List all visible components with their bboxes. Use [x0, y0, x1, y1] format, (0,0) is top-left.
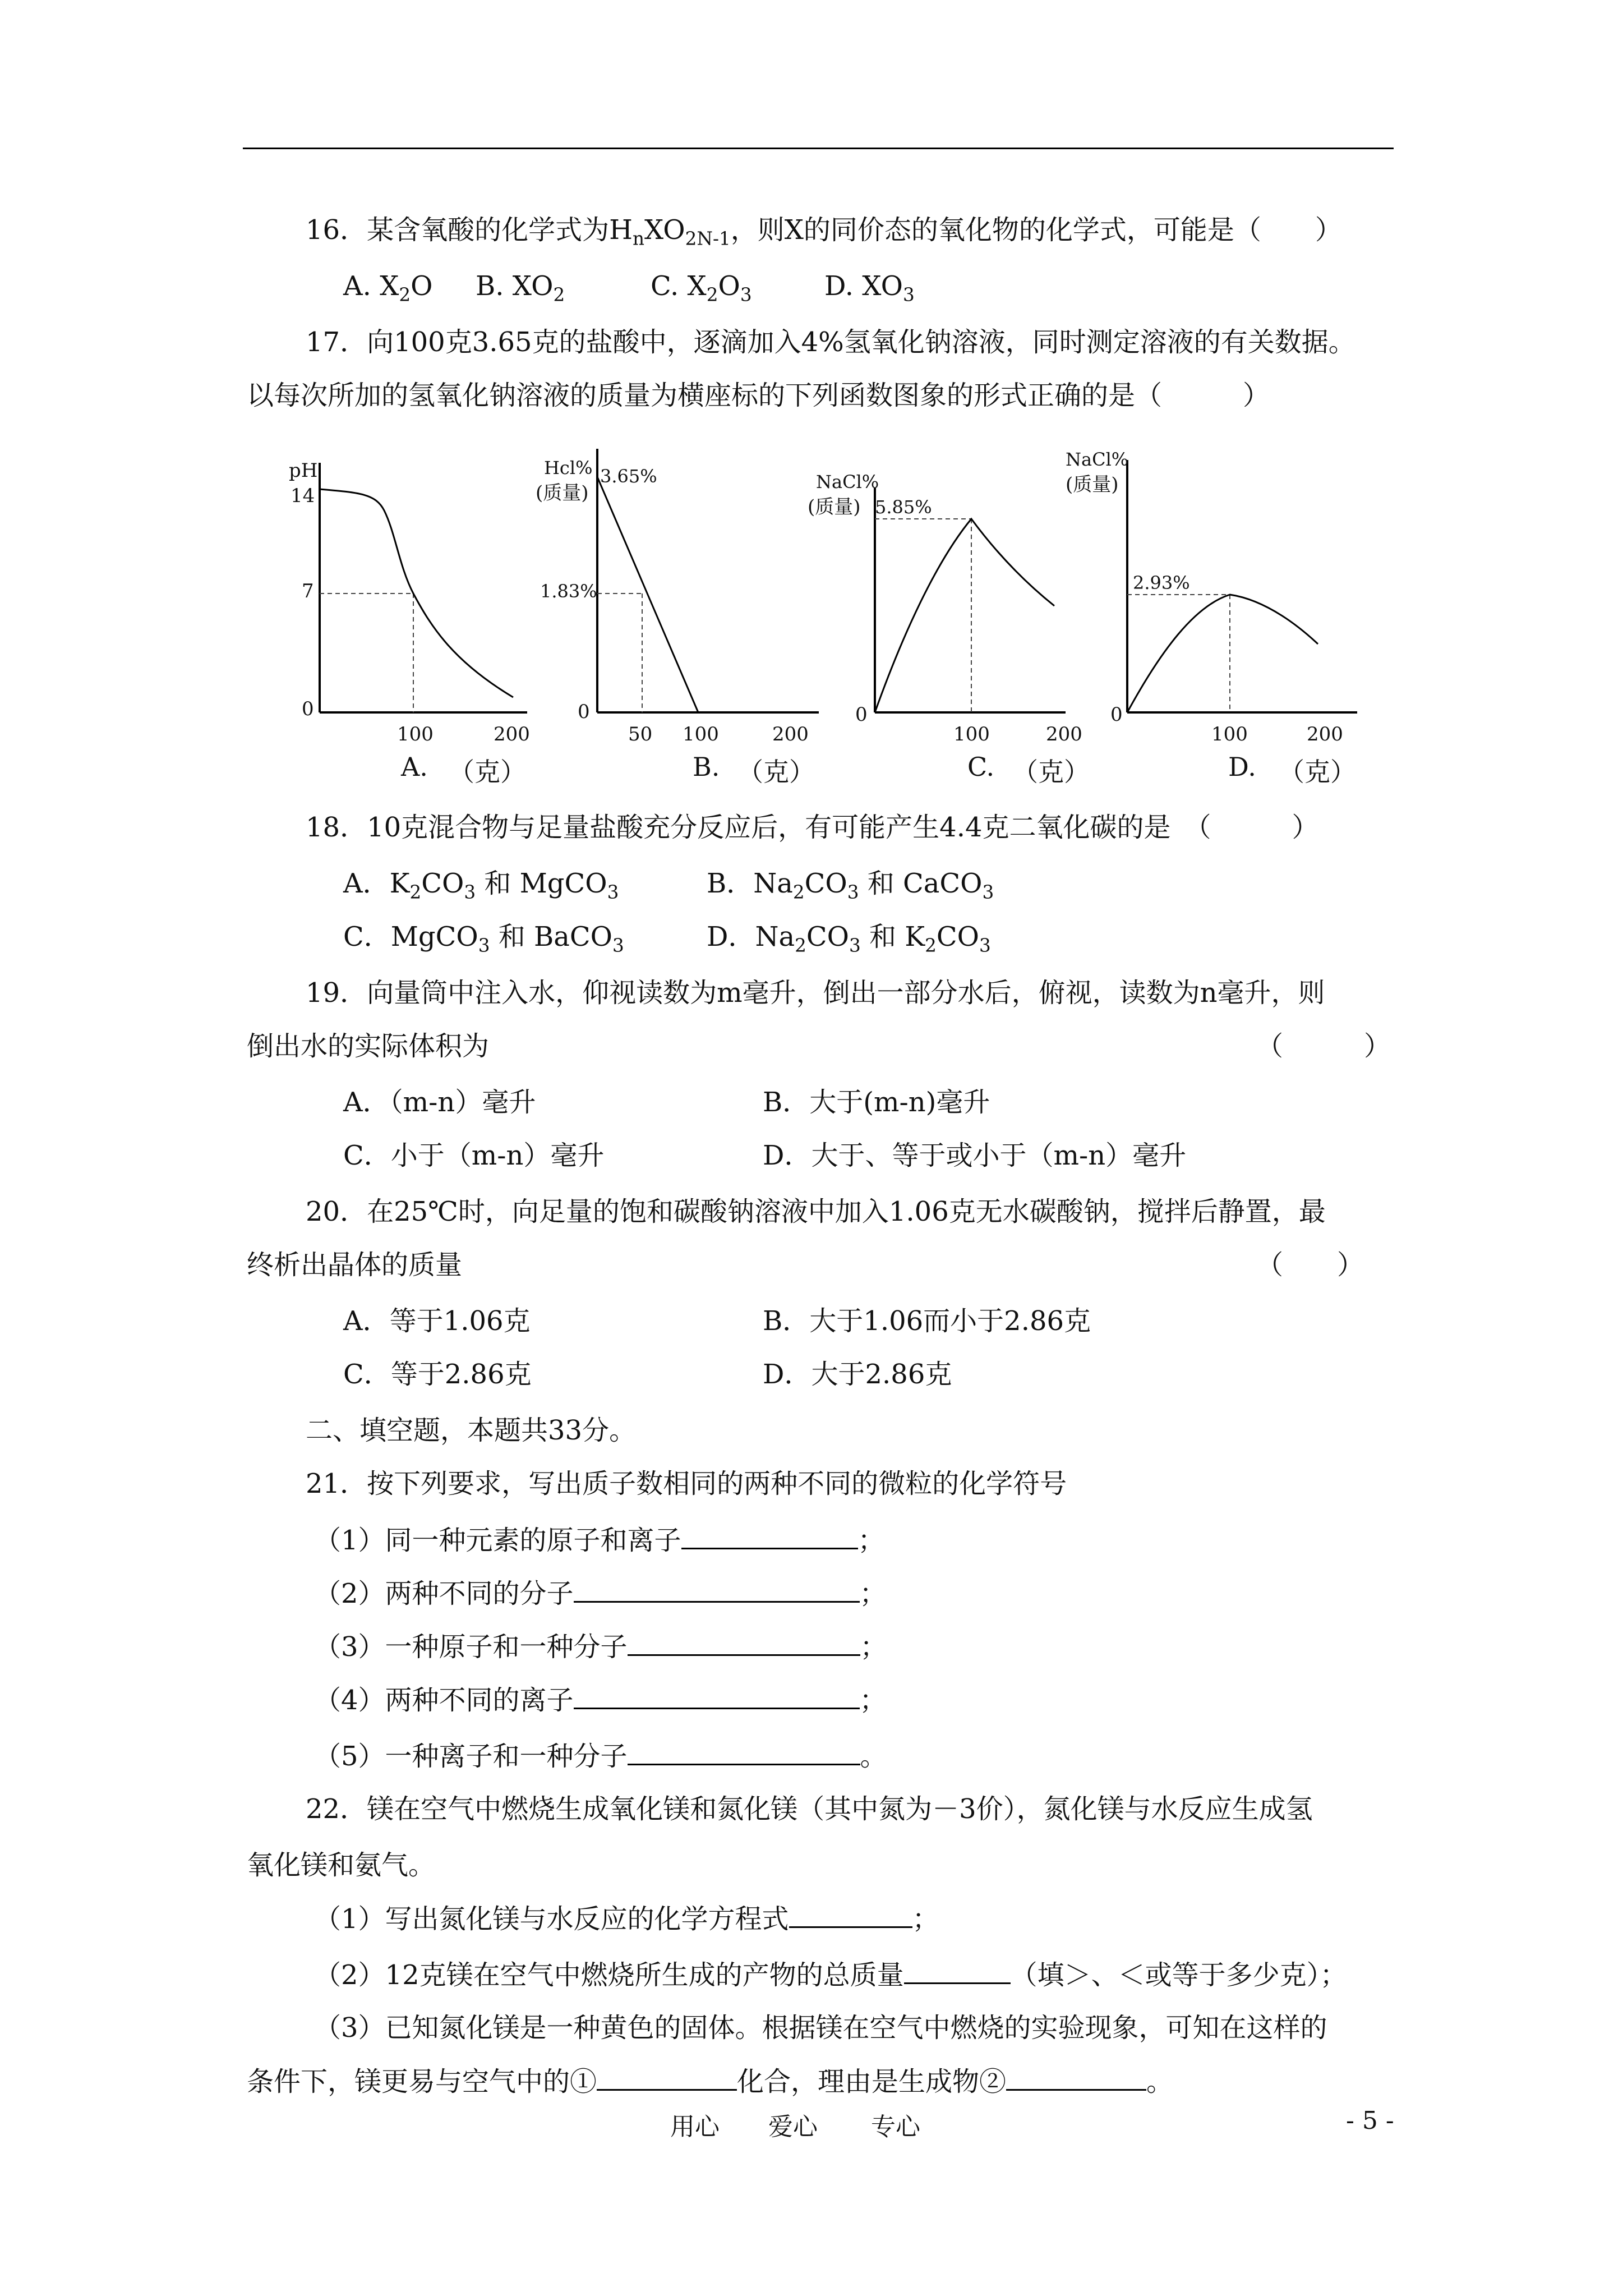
- x-tick-50: 50: [628, 723, 653, 746]
- q22-sub-3-line1: （3）已知氮化镁是一种黄色的固体。根据镁在空气中燃烧的实验现象，可知在这样的: [314, 2012, 1327, 2044]
- question-21-stem: 21．按下列要求，写出质子数相同的两种不同的微粒的化学符号: [306, 1468, 1067, 1499]
- origin-label: 0: [578, 701, 590, 723]
- q16-option-c: C. $X_2O_3$: [651, 270, 752, 306]
- q21-item-1: （1）同一种元素的原子和离子 ；: [314, 1523, 885, 1557]
- x-tick-200: 200: [1046, 723, 1082, 746]
- answer-blank[interactable]: [681, 1523, 858, 1549]
- footer-motto-2: 爱心: [768, 2113, 818, 2141]
- question-17-line1: 17．向100克3.65克的盐酸中，逐滴加入4%氢氧化钠溶液，同时测定溶液的有关数据。: [306, 326, 1355, 358]
- chart-b: [536, 438, 815, 787]
- q19-option-a: A．（m-n）毫升: [343, 1087, 536, 1118]
- q20-option-b: B．大于1.06而小于2.86克: [763, 1305, 1091, 1337]
- answer-blank[interactable]: [574, 1683, 860, 1709]
- footer-motto-3: 专心: [871, 2113, 920, 2141]
- question-19-line2: 倒出水的实际体积为: [247, 1030, 490, 1062]
- chart-a: [275, 438, 538, 785]
- q21-item-3: （3）一种原子和一种分子 ；: [314, 1630, 887, 1664]
- q18-option-c: C．MgCO$_3$ 和 BaCO$_3$: [343, 921, 624, 956]
- q18-option-d: D．$Na_2CO_3$ 和 $K_2CO_3$: [707, 921, 991, 956]
- q22-sub-2: （2）12克镁在空气中燃烧所生成的产物的总质量 （填＞、＜或等于多少克）；: [314, 1958, 1347, 1992]
- y-axis-label-2: (质量): [536, 482, 589, 504]
- chart-c: [802, 438, 1090, 787]
- q19-option-b: B．大于(m-n)毫升: [763, 1087, 990, 1118]
- nacl-curve: [1127, 595, 1318, 712]
- x-tick-200: 200: [772, 723, 809, 746]
- question-16-stem: 16．某含氧酸的化学式为$H_nXO_{2N-1}$，则X的同价态的氧化物的化学式，可能是（ ）: [306, 214, 1342, 250]
- x-tick-100: 100: [1211, 723, 1248, 746]
- chart-b-unit: （克）: [737, 757, 815, 787]
- section-2-heading: 二、填空题，本题共33分。: [306, 1415, 637, 1446]
- chart-a-unit: （克）: [449, 757, 526, 787]
- y-axis-label-2: (质量): [808, 496, 861, 518]
- q19-option-c: C．小于（m-n）毫升: [343, 1140, 605, 1171]
- x-tick-200: 200: [1307, 723, 1343, 746]
- q16-option-a: A. $X_2O$: [343, 270, 433, 306]
- chart-d: [1054, 438, 1356, 787]
- question-17-line2: 以每次所加的氢氧化钠溶液的质量为横座标的下列函数图象的形式正确的是（ ）: [247, 380, 1270, 411]
- x-tick-100: 100: [683, 723, 719, 746]
- q20-option-c: C．等于2.86克: [343, 1359, 532, 1390]
- y-tick-14: 14: [291, 485, 315, 507]
- y-tick-1.83: 1.83%: [540, 581, 597, 602]
- answer-blank[interactable]: [574, 1576, 860, 1603]
- q20-answer-paren: （ ）: [1256, 1249, 1364, 1281]
- page-number: - 5 -: [1346, 2106, 1394, 2135]
- question-20-line1: 20．在25℃时，向足量的饱和碳酸钠溶液中加入1.06克无水碳酸钠，搅拌后静置，最: [306, 1196, 1326, 1227]
- q19-option-d: D．大于、等于或小于（m-n）毫升: [763, 1140, 1187, 1171]
- q22-sub-3-line2: 条件下，镁更易与空气中的① 化合，理由是生成物② 。: [247, 2064, 1173, 2099]
- header-rule: [243, 148, 1394, 149]
- q20-option-d: D．大于2.86克: [763, 1359, 952, 1390]
- q16-option-b: B. $XO_2$: [476, 270, 565, 306]
- chart-a-letter: A.: [401, 752, 428, 782]
- y-tick-7: 7: [302, 580, 314, 602]
- ph-curve: [320, 489, 513, 697]
- y-axis-label: Hcl%: [544, 457, 593, 478]
- chart-c-unit: （克）: [1012, 757, 1090, 787]
- q19-answer-paren: （ ）: [1256, 1030, 1391, 1062]
- answer-blank[interactable]: [1006, 2064, 1146, 2091]
- q22-sub-1: （1）写出氮化镁与水反应的化学方程式 ；: [314, 1902, 939, 1936]
- answer-blank[interactable]: [789, 1902, 912, 1928]
- question-18-stem: 18．10克混合物与足量盐酸充分反应后，有可能产生4.4克二氧化碳的是 （ ）: [306, 812, 1319, 843]
- y-axis-label-2: (质量): [1066, 473, 1119, 496]
- q21-item-5: （5）一种离子和一种分子 。: [314, 1739, 887, 1773]
- peak-label: 2.93%: [1133, 572, 1190, 593]
- question-19-line1: 19．向量筒中注入水，仰视读数为m毫升，倒出一部分水后，俯视，读数为n毫升，则: [306, 977, 1325, 1009]
- question-22-line1: 22．镁在空气中燃烧生成氧化镁和氮化镁（其中氮为－3价），氮化镁与水反应生成氢: [306, 1793, 1313, 1825]
- chart-b-letter: B.: [693, 752, 720, 782]
- q21-item-2: （2）两种不同的分子 ；: [314, 1576, 887, 1611]
- origin-label: 0: [302, 698, 314, 720]
- chart-c-letter: C.: [967, 752, 995, 782]
- answer-blank[interactable]: [628, 1739, 860, 1765]
- answer-blank[interactable]: [628, 1630, 860, 1656]
- origin-label: 0: [855, 703, 868, 726]
- nacl-curve: [875, 519, 1054, 712]
- y-tick-3.65: 3.65%: [600, 466, 657, 487]
- y-axis-label: NaCl%: [816, 471, 879, 493]
- origin-label: 0: [1110, 703, 1123, 726]
- chart-d-unit: （克）: [1279, 757, 1356, 787]
- footer-motto-1: 用心: [670, 2113, 720, 2141]
- y-axis-label: pH: [289, 459, 318, 482]
- hcl-line: [597, 477, 698, 712]
- x-tick-100: 100: [397, 723, 434, 746]
- x-tick-200: 200: [494, 723, 530, 746]
- question-20-line2: 终析出晶体的质量: [247, 1249, 463, 1281]
- x-tick-100: 100: [953, 723, 990, 746]
- q18-option-a: A．$K_2CO_3$ 和 MgCO$_3$: [343, 868, 619, 903]
- answer-blank[interactable]: [904, 1958, 1011, 1984]
- q16-option-d: D. $XO_3$: [824, 270, 915, 306]
- chart-d-letter: D.: [1228, 752, 1256, 782]
- q21-item-4: （4）两种不同的离子 ；: [314, 1683, 887, 1717]
- y-axis-label: NaCl%: [1066, 449, 1129, 470]
- q20-option-a: A．等于1.06克: [343, 1305, 531, 1337]
- answer-blank[interactable]: [597, 2064, 737, 2091]
- q18-option-b: B．$Na_2CO_3$ 和 CaCO$_3$: [707, 868, 994, 903]
- question-22-line2: 氧化镁和氨气。: [247, 1849, 436, 1881]
- peak-label: 5.85%: [875, 496, 932, 518]
